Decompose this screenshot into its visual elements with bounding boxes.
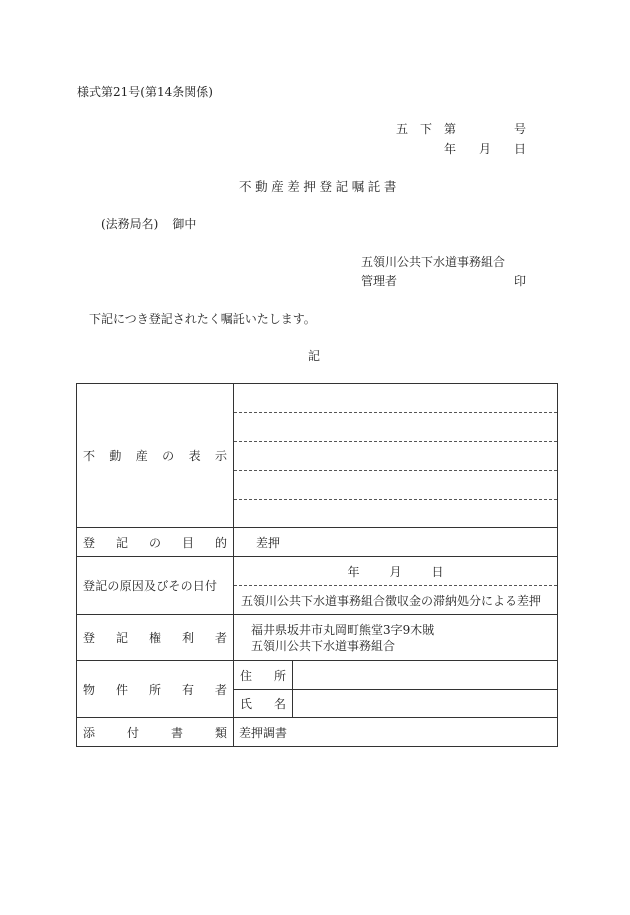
cause-value-cell	[234, 557, 558, 615]
cause-date	[234, 557, 557, 585]
owner-address-label-cell	[234, 661, 293, 690]
cause-value: 五領川公共下水道事務組合徴収金の滞納処分による差押	[241, 593, 542, 608]
reference-suffix: 号	[513, 122, 526, 136]
owner-address-value	[293, 661, 558, 690]
property-value-cell	[234, 384, 558, 528]
registration-table	[76, 383, 558, 747]
owner-name-label-cell	[234, 690, 293, 718]
honorific: 御中	[172, 217, 197, 231]
issue-date	[444, 143, 526, 155]
reference-prefix: 五 下 第	[396, 122, 457, 136]
property-label: 不 動 産 の 表 示	[83, 449, 227, 463]
cause-day: 日	[431, 564, 444, 579]
ki-heading: 記	[308, 349, 321, 363]
owner-address-label: 住 所	[240, 668, 286, 683]
rights-label-cell	[77, 615, 234, 661]
owner-label-cell	[77, 661, 234, 718]
owner-name-label: 氏 名	[240, 697, 286, 711]
dotted-line	[234, 499, 557, 500]
row-property	[77, 384, 558, 528]
rights-label: 登 記 権 利 者	[83, 631, 227, 645]
intro-text: 下記につき登記されたく嘱託いたします。	[89, 312, 316, 326]
cause-year: 年	[347, 564, 360, 579]
issue-year: 年	[444, 142, 457, 156]
row-owner-address	[77, 661, 558, 690]
row-purpose	[77, 528, 558, 557]
seal-mark: 印	[513, 274, 526, 288]
owner-name-value	[293, 690, 558, 718]
addressee	[101, 218, 196, 230]
purpose-label: 登 記 の 目 的	[83, 535, 227, 550]
cause-month: 月	[389, 564, 402, 579]
row-cause	[77, 557, 558, 615]
sender-role-line	[361, 275, 526, 287]
purpose-value: 差押	[234, 528, 558, 557]
attach-value: 差押調書	[234, 718, 558, 747]
row-rights-holder	[77, 615, 558, 661]
document-title: 不動産差押登記嘱託書	[239, 179, 401, 194]
bureau-name: (法務局名)	[101, 217, 159, 231]
purpose-label-cell	[77, 528, 234, 557]
issue-day: 日	[513, 142, 526, 156]
attach-label-cell	[77, 718, 234, 747]
owner-label: 物 件 所 有 者	[83, 682, 227, 697]
property-label-cell	[77, 384, 234, 528]
attach-label: 添 付 書 類	[83, 725, 227, 740]
cause-label-cell	[77, 557, 234, 615]
rights-value-cell	[234, 615, 558, 661]
reference-number	[396, 123, 526, 135]
rights-name: 五領川公共下水道事務組合	[251, 638, 396, 653]
cause-label: 登記の原因及びその日付	[83, 579, 218, 593]
row-attachments	[77, 718, 558, 747]
issue-month: 月	[478, 142, 491, 156]
sender-role: 管理者	[361, 274, 398, 288]
rights-address: 福井県坂井市丸岡町熊堂3字9木賊	[251, 622, 435, 637]
form-number: 様式第21号(第14条関係)	[77, 85, 213, 99]
sender-org: 五領川公共下水道事務組合	[361, 255, 506, 269]
